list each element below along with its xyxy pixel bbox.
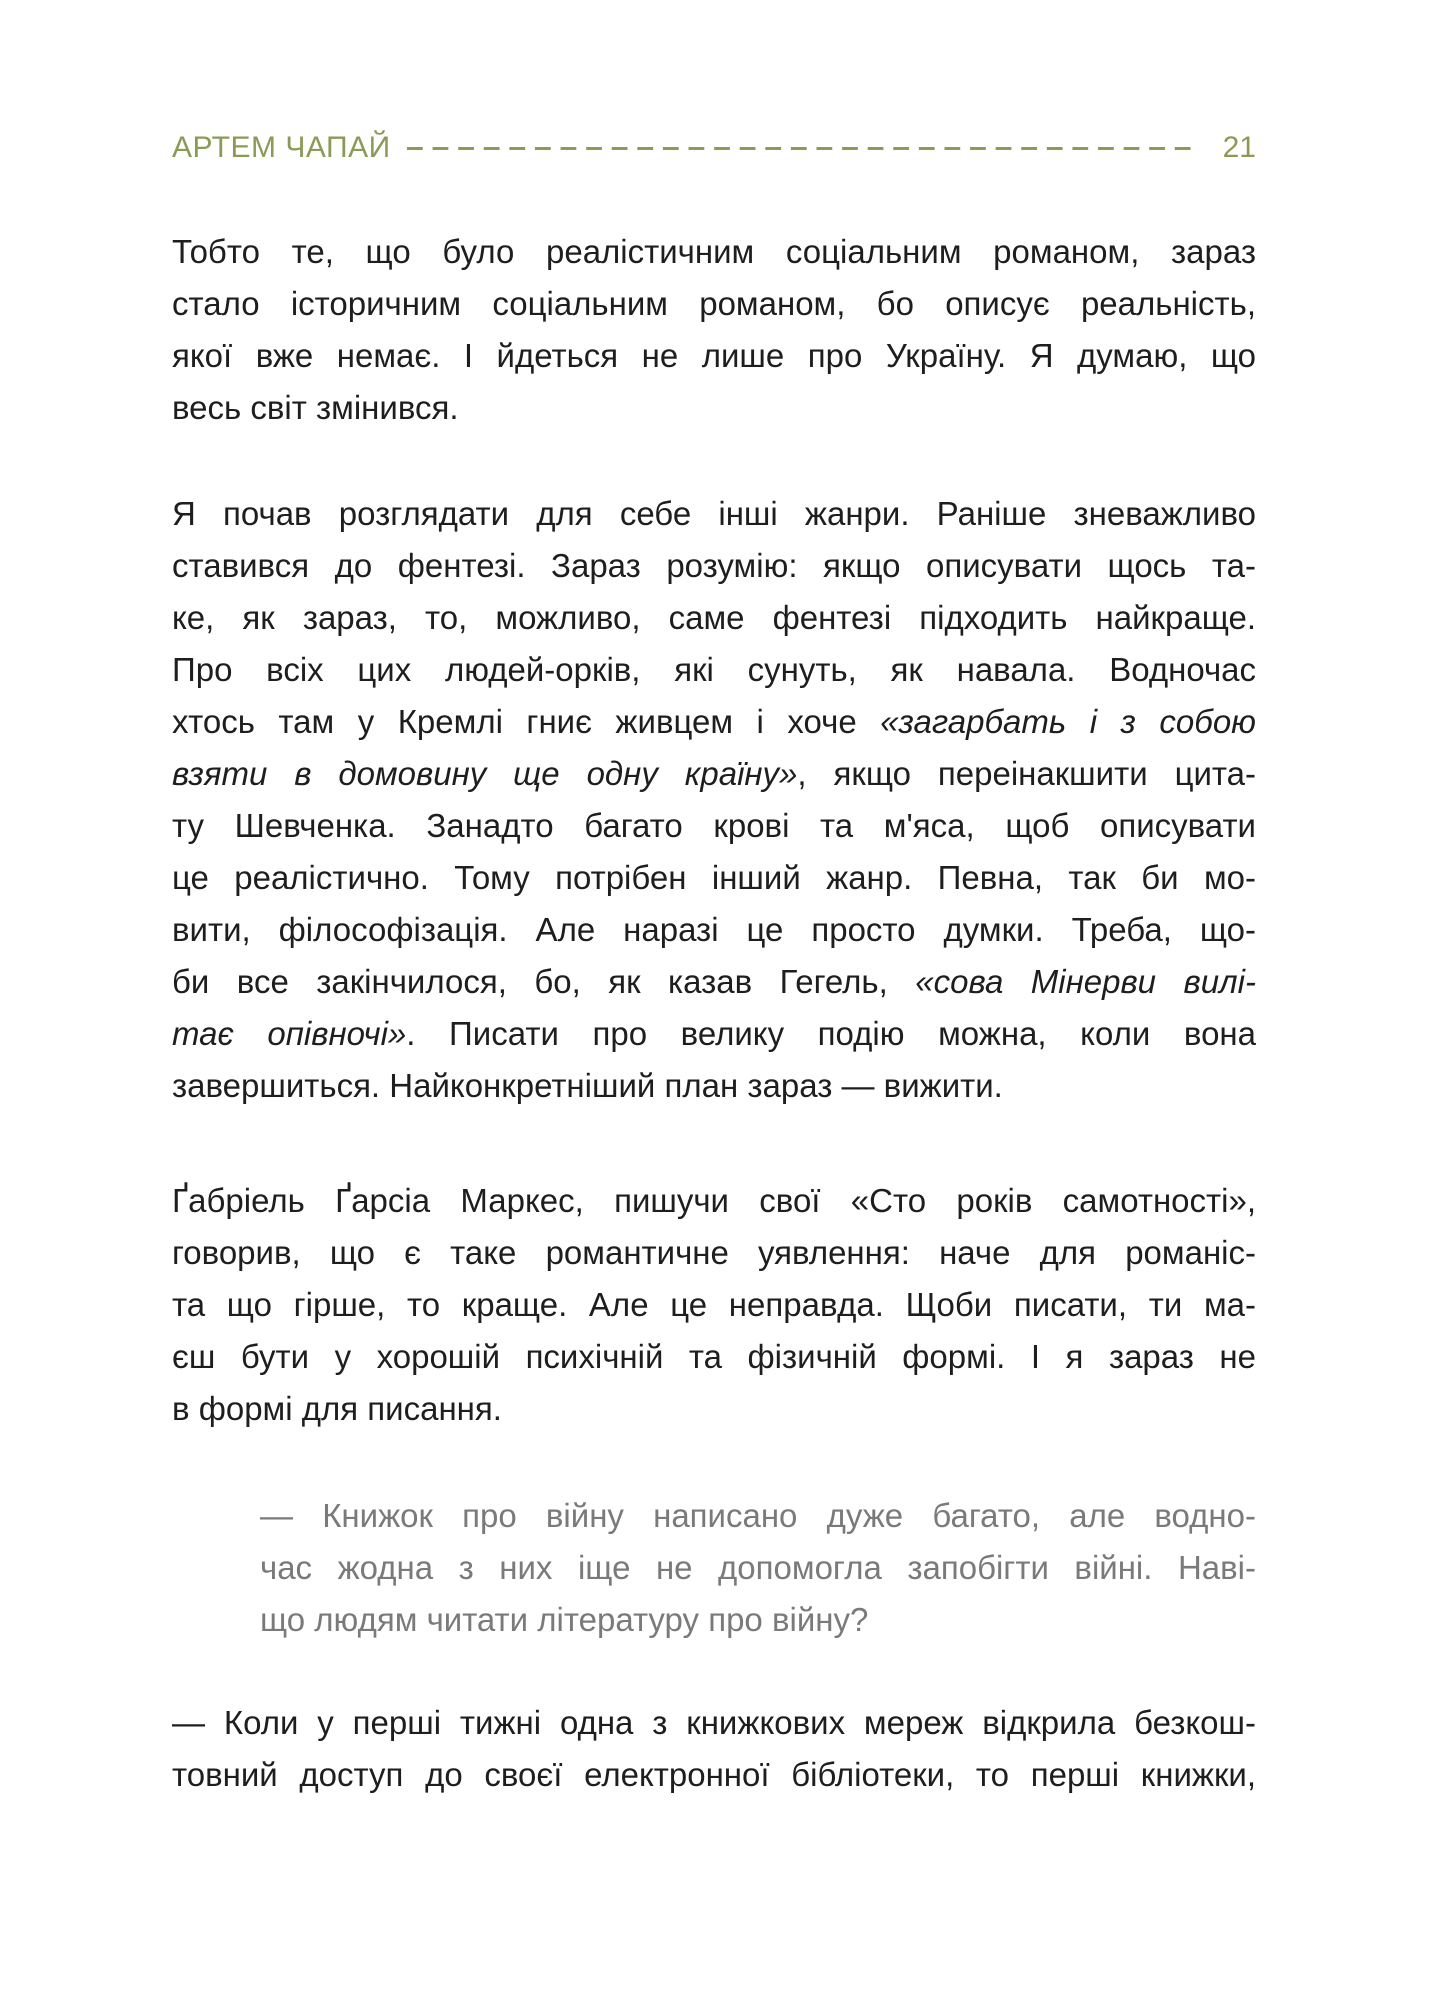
paragraph-2 xyxy=(172,488,1256,1112)
question-line: — Книжок про війну написано дуже багато, але водно- xyxy=(260,1497,1256,1534)
page-number: 21 xyxy=(1222,131,1256,164)
paragraph-line: Про всіх цих людей-орків, які сунуть, як навала. Водночас xyxy=(172,651,1256,688)
paragraph-line: хтось там у Кремлі гниє живцем і хоче «загарбать і з собою xyxy=(172,703,1256,740)
quote-italic: «сова Мінерви вилі- xyxy=(915,963,1256,1000)
paragraph-line: весь світ змінився. xyxy=(172,389,459,426)
paragraph-line: стало історичним соціальним романом, бо описує реальність, xyxy=(172,285,1256,322)
running-head-dashed-rule xyxy=(407,147,1193,150)
paragraph-line: ке, як зараз, то, можливо, саме фентезі підходить найкраще. xyxy=(172,599,1256,636)
paragraph-line: — Коли у перші тижні одна з книжкових мереж відкрила безкош- xyxy=(172,1704,1256,1741)
paragraph-line: завершиться. Найконкретніший план зараз — вижити. xyxy=(172,1067,1003,1104)
paragraph-3 xyxy=(172,1175,1256,1435)
paragraph-line: це реалістично. Тому потрібен інший жанр. Певна, так би мо- xyxy=(172,859,1256,896)
paragraph-line: тає опівночі». Писати про велику подію можна, коли вона xyxy=(172,1015,1256,1052)
quote-italic: «загарбать і з собою xyxy=(880,703,1256,740)
paragraph-line: вити, філософізація. Але наразі це просто думки. Треба, що- xyxy=(172,911,1256,948)
paragraph-line: говорив, що є таке романтичне уявлення: наче для романіс- xyxy=(172,1234,1256,1271)
paragraph-line: Тобто те, що було реалістичним соціальним романом, зараз xyxy=(172,233,1256,270)
question-line: що людям читати літературу про війну? xyxy=(260,1601,869,1638)
quote-italic: тає опівночі» xyxy=(172,1015,407,1052)
question-line: час жодна з них іще не допомогла запобігти війні. Наві- xyxy=(260,1549,1256,1586)
paragraph-line: та що гірше, то краще. Але це неправда. Щоби писати, ти ма- xyxy=(172,1286,1256,1323)
paragraph-line: Ґабріель Ґарсіа Маркес, пишучи свої «Сто років самотності», xyxy=(172,1182,1256,1219)
paragraph-line: би все закінчилося, бо, як казав Гегель, «сова Мінерви вилі- xyxy=(172,963,1256,1000)
interview-question xyxy=(260,1490,1256,1646)
quote-italic: взяти в домовину ще одну країну» xyxy=(172,755,798,792)
running-head-author: АРТЕМ ЧАПАЙ xyxy=(172,131,391,164)
paragraph-line: товний доступ до своєї електронної бібліотеки, то перші книжки, xyxy=(172,1756,1256,1793)
paragraph-line: єш бути у хорошій психічній та фізичній формі. І я зараз не xyxy=(172,1338,1256,1375)
interview-answer xyxy=(172,1697,1256,1801)
paragraph-line: ту Шевченка. Занадто багато крові та м'яса, щоб описувати xyxy=(172,807,1256,844)
paragraph-line: в формі для писання. xyxy=(172,1390,502,1427)
paragraph-line: Я почав розглядати для себе інші жанри. Раніше зневажливо xyxy=(172,495,1256,532)
paragraph-line: взяти в домовину ще одну країну», якщо переінакшити цита- xyxy=(172,755,1257,792)
paragraph-1 xyxy=(172,226,1256,434)
running-head xyxy=(172,128,1256,168)
paragraph-line: якої вже немає. І йдеться не лише про Україну. Я думаю, що xyxy=(172,337,1256,374)
paragraph-line: ставився до фентезі. Зараз розумію: якщо описувати щось та- xyxy=(172,547,1256,584)
